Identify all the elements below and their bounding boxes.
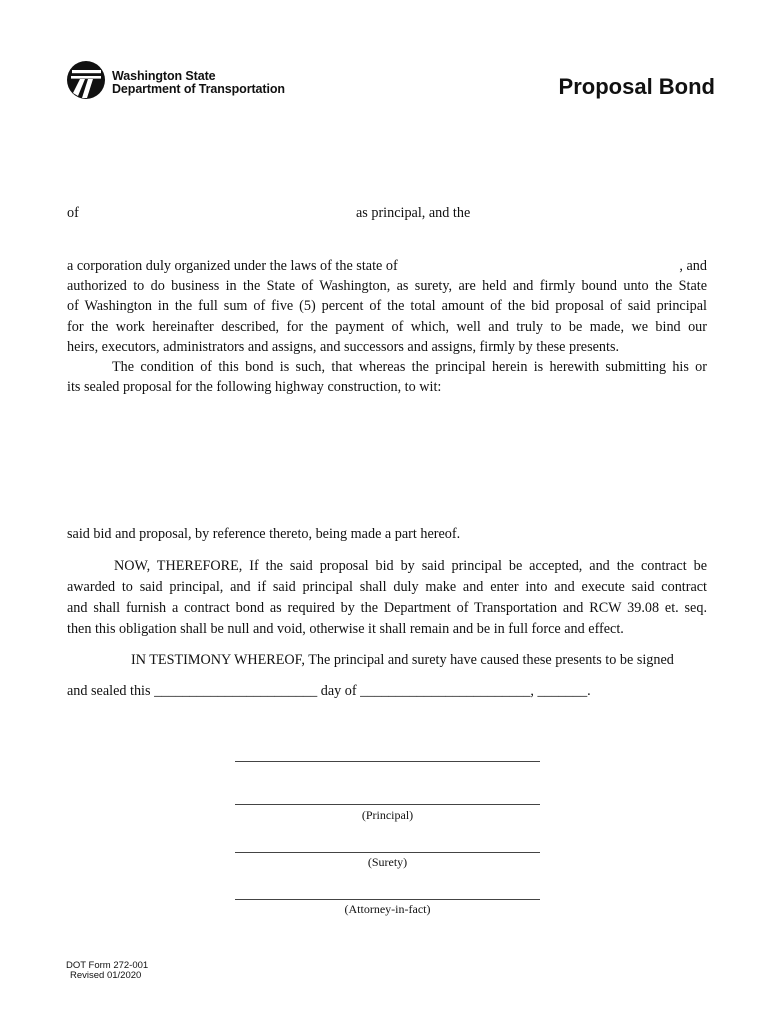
testimony-line-2: and sealed this _______________________ day of ________________________, _______. <box>67 683 591 699</box>
page-title: Proposal Bond <box>558 74 715 99</box>
signature-line-blank <box>235 761 540 762</box>
form-number: DOT Form 272-001 <box>66 960 149 971</box>
intro-as-principal: as principal, and the <box>356 205 471 221</box>
signature-line-attorney <box>235 899 540 900</box>
para2-line2: awarded to said principal, and if said principal shall duly make and enter into and execute said contract <box>67 579 707 595</box>
para1-line5: heirs, executors, administrators and assigns, and successors and assigns, firmly by these presents. <box>67 338 620 355</box>
para1-line1-right: , and <box>679 258 707 274</box>
para1-line7: its sealed proposal for the following highway construction, to wit: <box>67 379 442 396</box>
para2-line3: and shall furnish a contract bond as required by the Department of Transportation and RCW 39.08 et. seq. <box>67 600 707 616</box>
surety-label: (Surety) <box>367 855 408 869</box>
testimony-line-1: IN TESTIMONY WHEREOF, The principal and surety have caused these presents to be signed <box>131 652 674 668</box>
para2-line1: NOW, THEREFORE, If the said proposal bid by said principal be accepted, and the contract be <box>114 558 707 574</box>
form-footer <box>66 961 148 981</box>
principal-label: (Principal) <box>361 808 414 822</box>
agency-line-1: Washington State <box>112 69 216 83</box>
signature-line-principal <box>235 804 540 805</box>
bond-paragraph-2 <box>67 556 707 640</box>
para1-line3: of Washington in the full sum of five (5) percent of the total amount of the bid proposal of said principal <box>67 298 707 315</box>
para1-line1-left: a corporation duly organized under the laws of the state of <box>67 258 398 274</box>
para1-line2: authorized to do business in the State of Washington, as surety, are held and firmly bound unto the State <box>67 278 707 295</box>
para1-line4: for the work hereinafter described, for the payment of which, well and truly to be made, we bind our <box>67 318 707 335</box>
reference-line: said bid and proposal, by reference thereto, being made a part hereof. <box>67 526 461 542</box>
agency-line-2: Department of Transportation <box>112 82 285 96</box>
attorney-label: (Attorney-in-fact) <box>344 902 431 916</box>
para1-line6: The condition of this bond is such, that whereas the principal herein is herewith submitting his or <box>112 359 707 375</box>
intro-of: of <box>67 205 79 221</box>
signature-line-surety <box>235 852 540 853</box>
wsdot-logo-icon <box>66 60 106 100</box>
bond-paragraph-1 <box>67 256 707 397</box>
form-revised: Revised 01/2020 <box>70 970 142 981</box>
agency-name <box>112 70 285 96</box>
para2-line4: then this obligation shall be null and void, otherwise it shall remain and be in full force and effect. <box>67 621 624 637</box>
